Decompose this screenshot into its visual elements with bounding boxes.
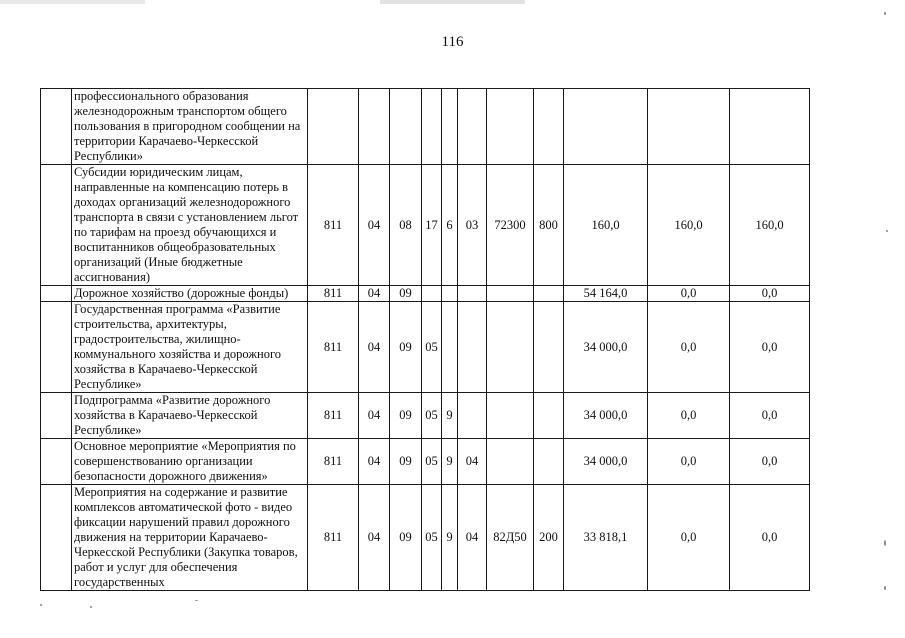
amount-year1-cell: 33 818,1 xyxy=(564,485,648,591)
ministry-code-cell xyxy=(308,89,359,165)
amount-year1-cell: 34 000,0 xyxy=(564,393,648,439)
page-number: 116 xyxy=(441,34,464,50)
item-name-cell: Дорожное хозяйство (дорожные фонды) xyxy=(72,286,308,302)
scan-speck xyxy=(884,586,886,590)
subprogram-cell: 9 xyxy=(442,393,458,439)
row-number-cell xyxy=(41,89,72,165)
amount-year2-cell: 0,0 xyxy=(648,286,730,302)
table-row xyxy=(41,439,810,485)
subsection-cell: 09 xyxy=(390,302,422,393)
subsection-cell: 09 xyxy=(390,286,422,302)
table-row xyxy=(41,89,810,165)
section-cell: 04 xyxy=(359,393,390,439)
amount-year3-cell: 160,0 xyxy=(730,165,810,286)
amount-year1-cell xyxy=(564,89,648,165)
item-name-cell: профессионального образования железнодорожным транспортом общего пользования в пригородном сообщении на территории Карачаево-Черкесской Республики» xyxy=(72,89,308,165)
amount-year1-cell: 34 000,0 xyxy=(564,302,648,393)
direction-cell xyxy=(487,439,534,485)
program-cell: 17 xyxy=(422,165,442,286)
subprogram-cell: 6 xyxy=(442,165,458,286)
direction-cell xyxy=(487,89,534,165)
row-number-cell xyxy=(41,485,72,591)
scan-speck xyxy=(195,600,198,601)
subsection-cell: 09 xyxy=(390,485,422,591)
amount-year1-cell: 54 164,0 xyxy=(564,286,648,302)
table-row xyxy=(41,485,810,591)
amount-year3-cell: 0,0 xyxy=(730,286,810,302)
amount-year1-cell: 34 000,0 xyxy=(564,439,648,485)
budget-table xyxy=(40,88,810,591)
item-name-cell: Государственная программа «Развитие строительства, архитектуры, градостроительства, жилищно-коммунального хозяйства и дорожного хозяйства в Карачаево-Черкесской Республике» xyxy=(72,302,308,393)
subprogram-cell: 9 xyxy=(442,439,458,485)
subprogram-cell xyxy=(442,89,458,165)
expense-type-cell xyxy=(534,439,564,485)
event-cell: 04 xyxy=(458,485,487,591)
table-row xyxy=(41,302,810,393)
expense-type-cell xyxy=(534,393,564,439)
amount-year2-cell: 0,0 xyxy=(648,439,730,485)
scan-speck xyxy=(886,230,888,232)
amount-year3-cell: 0,0 xyxy=(730,393,810,439)
scan-speck xyxy=(40,604,42,606)
expense-type-cell: 200 xyxy=(534,485,564,591)
expense-type-cell: 800 xyxy=(534,165,564,286)
amount-year3-cell: 0,0 xyxy=(730,485,810,591)
event-cell xyxy=(458,393,487,439)
row-number-cell xyxy=(41,393,72,439)
subsection-cell: 09 xyxy=(390,393,422,439)
expense-type-cell xyxy=(534,302,564,393)
ministry-code-cell: 811 xyxy=(308,485,359,591)
program-cell xyxy=(422,286,442,302)
amount-year2-cell: 0,0 xyxy=(648,302,730,393)
row-number-cell xyxy=(41,302,72,393)
item-name-cell: Основное мероприятие «Мероприятия по совершенствованию организации безопасности дорожного движения» xyxy=(72,439,308,485)
item-name-cell: Подпрограмма «Развитие дорожного хозяйства в Карачаево-Черкесской Республике» xyxy=(72,393,308,439)
direction-cell: 72300 xyxy=(487,165,534,286)
amount-year2-cell: 0,0 xyxy=(648,393,730,439)
table-row xyxy=(41,393,810,439)
event-cell: 03 xyxy=(458,165,487,286)
ministry-code-cell: 811 xyxy=(308,393,359,439)
section-cell: 04 xyxy=(359,286,390,302)
program-cell: 05 xyxy=(422,439,442,485)
amount-year3-cell xyxy=(730,89,810,165)
direction-cell xyxy=(487,393,534,439)
direction-cell: 82Д50 xyxy=(487,485,534,591)
section-cell xyxy=(359,89,390,165)
item-name-cell: Мероприятия на содержание и развитие комплексов автоматической фото - видео фиксации нарушений правил дорожного движения на территории Карачаево-Черкесской Республики (Закупка товаров, работ и услуг для обеспечения государственных xyxy=(72,485,308,591)
event-cell xyxy=(458,302,487,393)
table-row xyxy=(41,165,810,286)
section-cell: 04 xyxy=(359,302,390,393)
expense-type-cell xyxy=(534,89,564,165)
ministry-code-cell: 811 xyxy=(308,165,359,286)
event-cell xyxy=(458,286,487,302)
program-cell: 05 xyxy=(422,393,442,439)
subsection-cell xyxy=(390,89,422,165)
table-row xyxy=(41,286,810,302)
row-number-cell xyxy=(41,286,72,302)
subsection-cell: 08 xyxy=(390,165,422,286)
subprogram-cell xyxy=(442,286,458,302)
event-cell xyxy=(458,89,487,165)
program-cell: 05 xyxy=(422,485,442,591)
ministry-code-cell: 811 xyxy=(308,286,359,302)
ministry-code-cell: 811 xyxy=(308,439,359,485)
subprogram-cell xyxy=(442,302,458,393)
subsection-cell: 09 xyxy=(390,439,422,485)
amount-year2-cell: 160,0 xyxy=(648,165,730,286)
amount-year2-cell xyxy=(648,89,730,165)
subprogram-cell: 9 xyxy=(442,485,458,591)
item-name-cell: Субсидии юридическим лицам, направленные на компенсацию потерь в доходах организаций железнодорожного транспорта в связи с установлением льгот по тарифам на проезд обучающихся и воспитанников общеобразовательных организаций (Иные бюджетные ассигнования) xyxy=(72,165,308,286)
direction-cell xyxy=(487,302,534,393)
event-cell: 04 xyxy=(458,439,487,485)
program-cell: 05 xyxy=(422,302,442,393)
amount-year2-cell: 0,0 xyxy=(648,485,730,591)
direction-cell xyxy=(487,286,534,302)
section-cell: 04 xyxy=(359,165,390,286)
expense-type-cell xyxy=(534,286,564,302)
ministry-code-cell: 811 xyxy=(308,302,359,393)
amount-year3-cell: 0,0 xyxy=(730,439,810,485)
scan-speck xyxy=(884,12,886,15)
row-number-cell xyxy=(41,439,72,485)
section-cell: 04 xyxy=(359,485,390,591)
scan-edge xyxy=(0,0,905,4)
row-number-cell xyxy=(41,165,72,286)
amount-year3-cell: 0,0 xyxy=(730,302,810,393)
section-cell: 04 xyxy=(359,439,390,485)
amount-year1-cell: 160,0 xyxy=(564,165,648,286)
scan-speck xyxy=(884,540,886,546)
scan-speck xyxy=(90,606,92,608)
program-cell xyxy=(422,89,442,165)
